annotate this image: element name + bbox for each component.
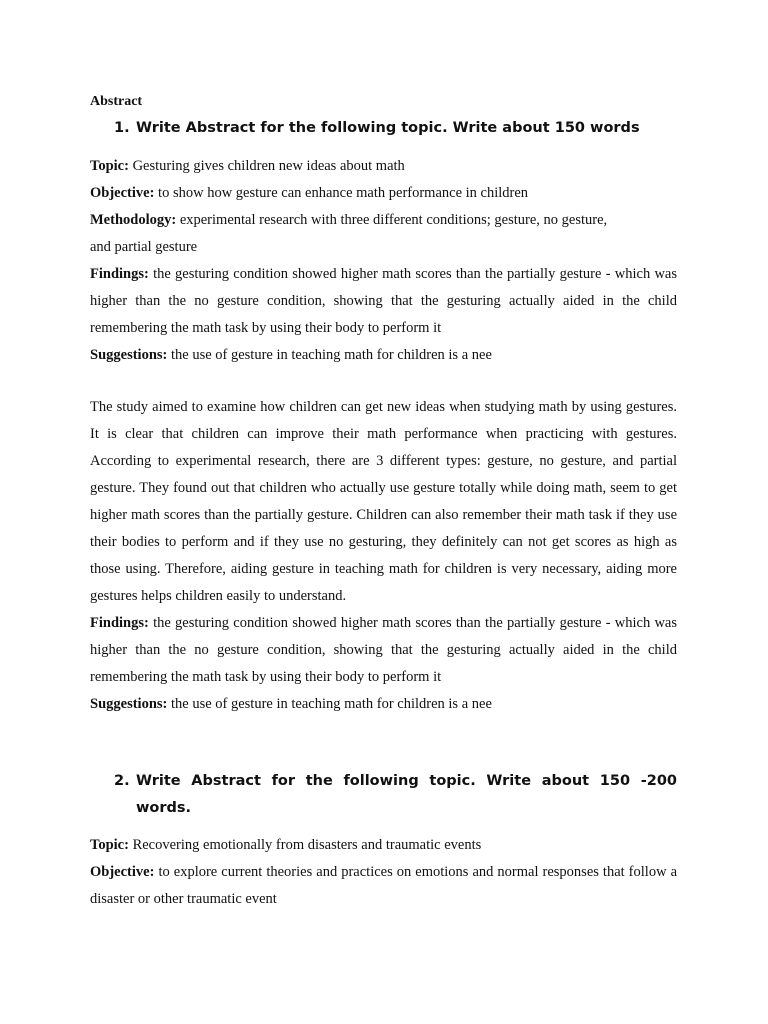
methodology-line-2: and partial gesture (90, 239, 198, 255)
answer-1 (90, 394, 677, 718)
question-2-topic-line (90, 832, 677, 859)
question-1-number: 1. (114, 120, 130, 136)
answer-1-suggestions-line (90, 691, 677, 718)
methodology-line (90, 207, 677, 234)
question-2-number: 2. (114, 773, 130, 789)
methodology-text: experimental research with three different conditions; gesture, no gesture, (179, 212, 608, 228)
question-2-heading-text: Write Abstract for the following topic. Write about 150 -200 words. (136, 773, 677, 816)
topic-text: Gesturing gives children new ideas about math (132, 158, 405, 174)
findings-text: the gesturing condition showed higher math scores than the partially gesture - which was higher than the no gesture condition, showing that the gesturing actually aided in the child remembering the math task by using their body to perform it (90, 266, 678, 336)
topic-line (90, 153, 677, 180)
question-2-topic-label: Topic: (90, 837, 129, 853)
suggestions-label: Suggestions: (90, 347, 168, 363)
question-2-objective-line (90, 859, 677, 913)
answer-1-findings-line (90, 610, 677, 691)
suggestions-text: the use of gesture in teaching math for children is a nee (170, 347, 492, 363)
suggestions-line (90, 342, 677, 369)
objective-label: Objective: (90, 185, 155, 201)
findings-label: Findings: (90, 266, 149, 282)
answer-1-suggestions-text: the use of gesture in teaching math for children is a nee (170, 696, 492, 712)
question-1-brief (90, 153, 677, 369)
question-2-topic-text: Recovering emotionally from disasters and traumatic events (132, 837, 482, 853)
answer-1-findings-label: Findings: (90, 615, 149, 631)
answer-1-findings-text: the gesturing condition showed higher math scores than the partially gesture - which was higher than the no gesture condition, showing that the gesturing actually aided in the child remembering the math task by using their body to perform it (90, 615, 678, 685)
abstract-label: Abstract (90, 94, 143, 109)
question-1-heading-text: Write Abstract for the following topic. Write about 150 words (136, 120, 640, 136)
objective-text: to show how gesture can enhance math performance in children (158, 185, 529, 201)
objective-line (90, 180, 677, 207)
findings-line (90, 261, 677, 342)
question-2-heading (114, 768, 677, 822)
question-2-brief (90, 832, 677, 913)
question-2-objective-label: Objective: (90, 864, 155, 880)
answer-1-paragraph: The study aimed to examine how children can get new ideas when studying math by using gestures. It is clear that children can improve their math performance when practicing with gestures. According to experimental research, there are 3 different types: gesture, no gesture, and partial gesture. They found out that children who actually use gesture totally while doing math, seem to get higher math scores than the partially gesture. Children can also remember their math task if they use their bodies to perform and if they use no gesturing, they definitely can not get scores as high as those using. Therefore, aiding gesture in teaching math for children is very necessary, aiding more gestures helps children easily to understand. (90, 399, 677, 604)
question-2-objective-text: to explore current theories and practices on emotions and normal responses that follow a disaster or other traumatic event (90, 864, 678, 907)
topic-label: Topic: (90, 158, 129, 174)
answer-1-suggestions-label: Suggestions: (90, 696, 168, 712)
question-1-heading (114, 115, 677, 142)
methodology-label: Methodology: (90, 212, 177, 228)
